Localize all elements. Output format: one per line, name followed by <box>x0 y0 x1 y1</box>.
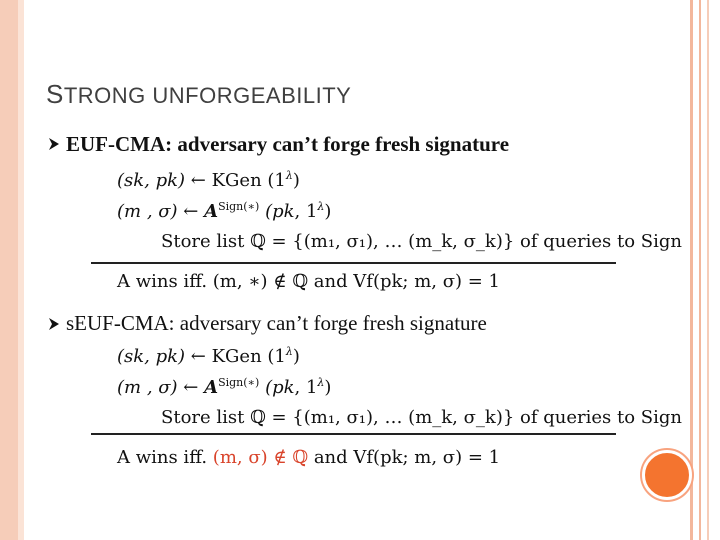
euf-heading: EUF-CMA: adversary can’t forge fresh signature <box>66 132 510 156</box>
seuf-wins-prefix: A wins iff. <box>117 447 208 468</box>
frame-right-line-2 <box>699 0 701 540</box>
euf-line-adversary: (m , σ) ← $A^{Sign(∗)}$ (pk, $1^\lambda$) <box>117 200 332 222</box>
frame-right-line-3 <box>707 0 709 540</box>
euf-line-keygen: (sk, pk) ← KGen $(1^\lambda)$ <box>117 169 300 191</box>
frame-left-bar-inner <box>18 0 24 540</box>
euf-line-store: Store list ℚ = {(m₁, σ₁), … (m_k, σ_k)} of queries to Sign <box>161 231 682 252</box>
seuf-divider <box>91 433 616 435</box>
seuf-line-store: Store list ℚ = {(m₁, σ₁), … (m_k, σ_k)} of queries to Sign <box>161 407 682 428</box>
frame-left-bar <box>0 0 18 540</box>
frame-right-line <box>690 0 693 540</box>
seuf-wins-red: (m, σ) ∉ ℚ <box>212 447 309 468</box>
decorative-circle-icon <box>642 450 692 500</box>
seuf-heading: sEUF-CMA: adversary can’t forge fresh signature <box>66 311 487 335</box>
slide-title-rest: TRONG UNFORGEABILITY <box>63 83 352 108</box>
seuf-wins-suffix: and Vf(pk; m, σ) = 1 <box>313 447 501 468</box>
slide-title <box>46 79 351 110</box>
euf-line-wins: A wins iff. (m, ∗) ∉ ℚ and Vf(pk; m, σ) = 1 <box>117 271 501 292</box>
adversary-a-icon: A <box>204 377 219 398</box>
bullet-arrow-icon <box>46 136 62 152</box>
slide-title-first: S <box>46 79 64 109</box>
euf-divider <box>91 262 616 264</box>
seuf-line-wins <box>117 447 500 468</box>
seuf-line-adversary: (m , σ) ← $A^{Sign(∗)}$ (pk, $1^\lambda$) <box>117 376 332 398</box>
adversary-a-icon: A <box>204 201 219 222</box>
bullet-arrow-icon <box>46 316 62 332</box>
seuf-line-keygen: (sk, pk) ← KGen $(1^\lambda)$ <box>117 345 300 367</box>
